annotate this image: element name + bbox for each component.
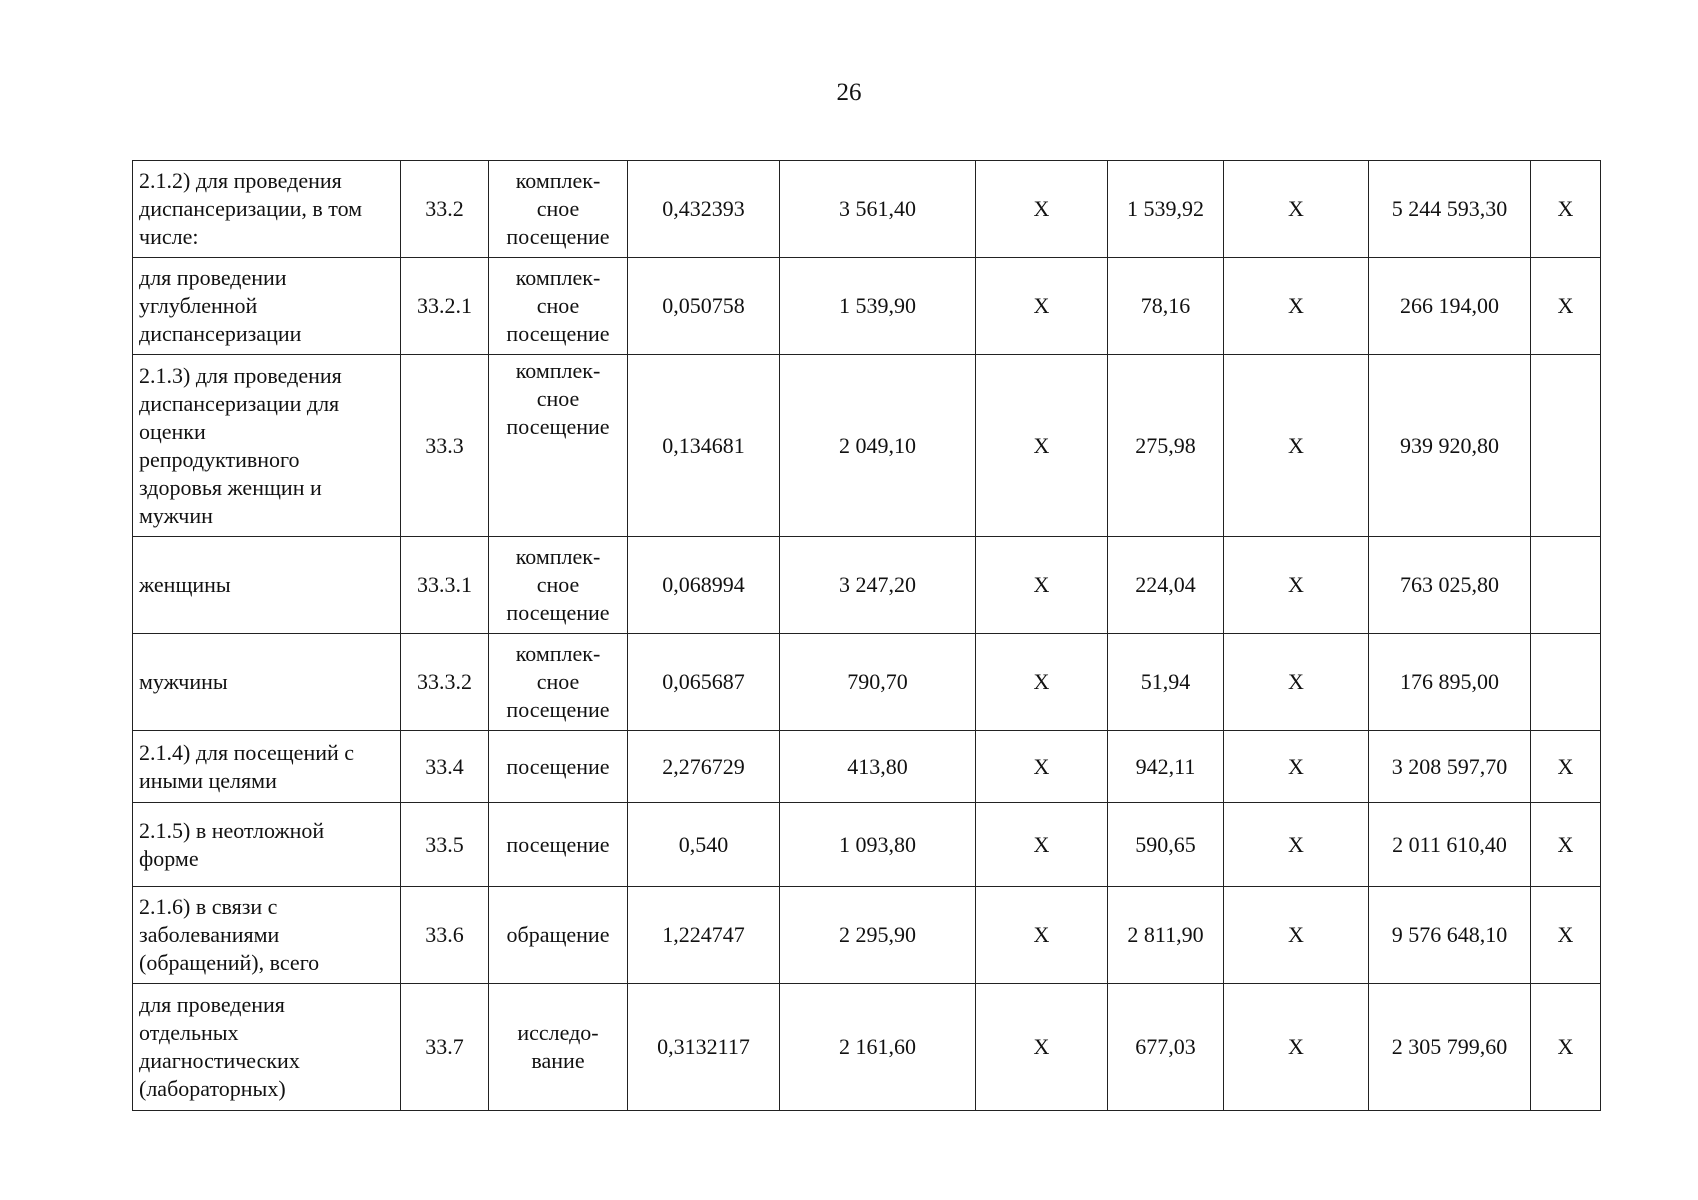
row-name-line: оценки	[139, 418, 206, 444]
row-amount-cell: 51,94	[1108, 634, 1224, 731]
row-code-cell: 33.3	[401, 355, 489, 537]
row-unit-line: комплек-	[515, 358, 601, 383]
row-code-cell: 33.4	[401, 731, 489, 803]
row-amount-cell: 275,98	[1108, 355, 1224, 537]
row-code-cell: 33.3.2	[401, 634, 489, 731]
row-code-cell: 33.6	[401, 887, 489, 984]
row-unit-line: вание	[531, 1048, 585, 1073]
row-name-line: репродуктивного	[139, 446, 300, 472]
row-unit-line: сное	[536, 572, 580, 597]
row-name-line: (обращений), всего	[139, 950, 320, 975]
row-x-cell: Х	[1531, 731, 1601, 803]
row-unit-cell	[489, 731, 628, 803]
row-total-cell: 176 895,00	[1369, 634, 1531, 731]
row-value-cell: 0,050758	[628, 258, 780, 355]
row-x-cell: Х	[1224, 537, 1369, 634]
row-name-line: диагностических	[139, 1048, 300, 1073]
row-x-cell	[1531, 634, 1601, 731]
row-name-line: (лабораторных)	[139, 1076, 286, 1101]
row-amount-cell: 78,16	[1108, 258, 1224, 355]
row-value-cell: 0,065687	[628, 634, 780, 731]
row-amount-cell: 2 811,90	[1108, 887, 1224, 984]
row-x-cell	[1531, 537, 1601, 634]
row-unit-cell	[489, 161, 628, 258]
row-name-cell	[133, 731, 401, 803]
row-unit-line: сное	[536, 669, 580, 694]
row-unit-line: посещение	[506, 600, 610, 625]
row-x-cell: Х	[1224, 731, 1369, 803]
row-name-line: заболеваниями	[139, 922, 280, 947]
row-x-cell: Х	[1531, 258, 1601, 355]
row-x-cell: Х	[976, 355, 1108, 537]
row-name-cell	[133, 537, 401, 634]
row-name-line: 2.1.5) в неотложной	[139, 817, 325, 843]
row-total-cell: 939 920,80	[1369, 355, 1531, 537]
row-unit-line: посещение	[506, 831, 610, 857]
row-name-line: мужчин	[139, 502, 213, 528]
row-name-line: женщины	[139, 572, 231, 597]
row-name-line: отдельных	[139, 1020, 239, 1045]
row-cost-cell: 413,80	[780, 731, 976, 803]
table-row	[133, 355, 1601, 537]
row-total-cell: 2 305 799,60	[1369, 984, 1531, 1111]
row-unit-cell	[489, 355, 628, 537]
row-name-line: иными целями	[139, 767, 277, 793]
row-x-cell: Х	[976, 161, 1108, 258]
row-cost-cell: 3 561,40	[780, 161, 976, 258]
row-unit-line: комплек-	[515, 168, 601, 193]
row-value-cell: 1,224747	[628, 887, 780, 984]
row-code-cell: 33.5	[401, 803, 489, 887]
row-unit-cell	[489, 984, 628, 1111]
page-number: 26	[836, 79, 862, 106]
row-name-line: диспансеризации для	[139, 390, 340, 416]
row-value-cell: 0,068994	[628, 537, 780, 634]
row-unit-line: сное	[536, 386, 580, 411]
row-x-cell: Х	[1531, 887, 1601, 984]
row-code-cell: 33.7	[401, 984, 489, 1111]
row-x-cell: Х	[1224, 258, 1369, 355]
document-table	[132, 160, 1601, 1111]
row-total-cell: 2 011 610,40	[1369, 803, 1531, 887]
row-unit-line: исследо-	[517, 1020, 599, 1045]
row-name-line: мужчины	[139, 669, 228, 694]
row-x-cell: Х	[1224, 355, 1369, 537]
row-name-line: 2.1.2) для проведения	[139, 168, 342, 193]
row-x-cell: Х	[1531, 984, 1601, 1111]
row-unit-cell	[489, 634, 628, 731]
row-code-cell: 33.2.1	[401, 258, 489, 355]
row-total-cell: 3 208 597,70	[1369, 731, 1531, 803]
row-x-cell: Х	[976, 731, 1108, 803]
row-amount-cell: 1 539,92	[1108, 161, 1224, 258]
row-value-cell: 0,134681	[628, 355, 780, 537]
row-amount-cell: 677,03	[1108, 984, 1224, 1111]
row-unit-cell	[489, 537, 628, 634]
row-unit-line: посещение	[506, 414, 610, 439]
row-x-cell: Х	[976, 634, 1108, 731]
row-amount-cell: 590,65	[1108, 803, 1224, 887]
row-name-line: диспансеризации, в том	[139, 196, 363, 221]
row-unit-line: сное	[536, 196, 580, 221]
row-x-cell: Х	[1224, 161, 1369, 258]
row-x-cell: Х	[1224, 634, 1369, 731]
row-unit-line: посещение	[506, 697, 610, 722]
row-x-cell: Х	[1224, 887, 1369, 984]
row-name-line: для проведении	[139, 265, 287, 290]
table-row	[133, 258, 1601, 355]
row-name-cell	[133, 887, 401, 984]
row-unit-line: посещение	[506, 321, 610, 346]
row-cost-cell: 3 247,20	[780, 537, 976, 634]
row-x-cell	[1531, 355, 1601, 537]
row-x-cell: Х	[976, 258, 1108, 355]
row-unit-cell	[489, 258, 628, 355]
row-unit-line: комплек-	[515, 265, 601, 290]
row-unit-cell	[489, 803, 628, 887]
row-value-cell: 0,3132117	[628, 984, 780, 1111]
table-row	[133, 984, 1601, 1111]
row-x-cell: Х	[976, 887, 1108, 984]
row-name-line: здоровья женщин и	[139, 474, 322, 500]
row-name-cell	[133, 803, 401, 887]
row-x-cell: Х	[1224, 984, 1369, 1111]
row-name-cell	[133, 355, 401, 537]
row-code-cell: 33.3.1	[401, 537, 489, 634]
row-cost-cell: 1 093,80	[780, 803, 976, 887]
row-cost-cell: 2 295,90	[780, 887, 976, 984]
row-x-cell: Х	[1224, 803, 1369, 887]
row-name-cell	[133, 634, 401, 731]
row-x-cell: Х	[1531, 161, 1601, 258]
table-row	[133, 634, 1601, 731]
row-unit-line: комплек-	[515, 641, 601, 666]
row-total-cell: 5 244 593,30	[1369, 161, 1531, 258]
row-x-cell: Х	[1531, 803, 1601, 887]
row-name-line: 2.1.6) в связи с	[139, 894, 278, 919]
table-row	[133, 537, 1601, 634]
row-unit-line: комплек-	[515, 544, 601, 569]
row-total-cell: 763 025,80	[1369, 537, 1531, 634]
table-body	[133, 161, 1601, 1111]
row-name-line: для проведения	[139, 992, 285, 1017]
row-name-line: 2.1.3) для проведения	[139, 362, 342, 388]
row-value-cell: 0,540	[628, 803, 780, 887]
row-name-line: форме	[139, 845, 199, 871]
row-value-cell: 2,276729	[628, 731, 780, 803]
row-code-cell: 33.2	[401, 161, 489, 258]
row-amount-cell: 224,04	[1108, 537, 1224, 634]
row-value-cell: 0,432393	[628, 161, 780, 258]
row-x-cell: Х	[976, 803, 1108, 887]
row-x-cell: Х	[976, 537, 1108, 634]
row-unit-line: обращение	[506, 922, 610, 947]
row-name-line: диспансеризации	[139, 321, 302, 346]
row-cost-cell: 790,70	[780, 634, 976, 731]
table-row	[133, 731, 1601, 803]
row-cost-cell: 2 161,60	[780, 984, 976, 1111]
row-name-line: углубленной	[139, 293, 258, 318]
row-x-cell: Х	[976, 984, 1108, 1111]
row-unit-cell	[489, 887, 628, 984]
row-name-cell	[133, 161, 401, 258]
row-unit-line: сное	[536, 293, 580, 318]
table-row	[133, 803, 1601, 887]
row-unit-line: посещение	[506, 224, 610, 249]
row-unit-line: посещение	[506, 753, 610, 779]
row-cost-cell: 1 539,90	[780, 258, 976, 355]
row-cost-cell: 2 049,10	[780, 355, 976, 537]
row-name-cell	[133, 258, 401, 355]
table-row	[133, 161, 1601, 258]
row-name-line: числе:	[139, 224, 199, 249]
table-row	[133, 887, 1601, 984]
row-total-cell: 9 576 648,10	[1369, 887, 1531, 984]
row-name-line: 2.1.4) для посещений с	[139, 739, 355, 765]
row-amount-cell: 942,11	[1108, 731, 1224, 803]
row-total-cell: 266 194,00	[1369, 258, 1531, 355]
row-name-cell	[133, 984, 401, 1111]
